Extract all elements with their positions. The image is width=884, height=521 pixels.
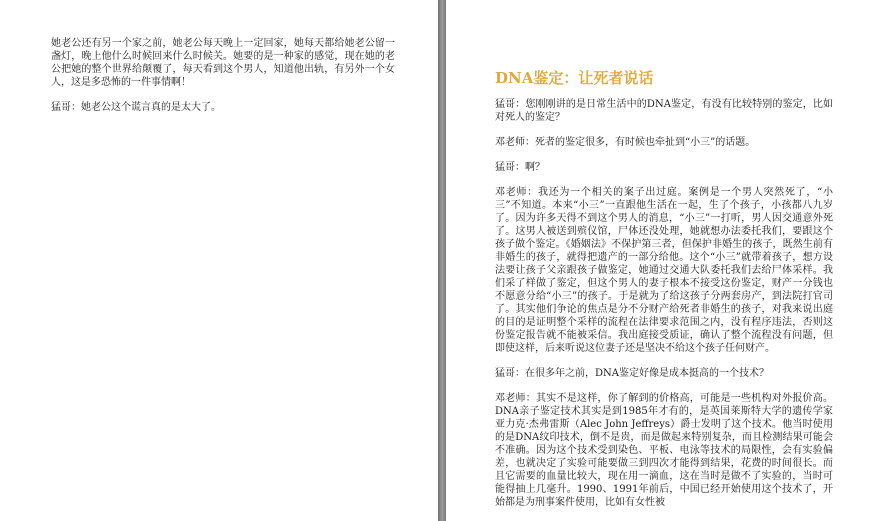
right-page-content bbox=[495, 68, 833, 521]
page-gutter bbox=[438, 0, 446, 521]
left-page bbox=[0, 0, 438, 521]
right-page bbox=[446, 0, 884, 521]
paragraph: 猛哥：啊？ bbox=[495, 162, 545, 173]
paragraph: 猛哥：在很多年之前，DNA鉴定好像是成本挺高的一个技术？ bbox=[495, 368, 769, 379]
paragraph: 邓老师：死者的鉴定很多，有时候也牵扯到“小三”的话题。 bbox=[495, 137, 756, 148]
paragraph: 邓老师：其实不是这样，你了解到的价格高，可能是一些机构对外报价高。DNA亲子鉴定技术其实是到1985年才有的，是英国莱斯特大学的遗传学家亚力克·杰弗雷斯（Alec John Jeffreys）爵士发明了这个技术。他当时使用的是DNA纹印技术，倒不是贵，而是做起来特别复杂，而且检测结果可能会不准确。因为这个技术受到染色、平板、电泳等技术的局限性，会有实验偏差，也就决定了实验可能要做三到四次才能得到结果，花费的时间很长。而且它需要的血量比较大，现在用一滴血，这在当时是做不了实验的，当时可能得抽上几毫升。1990、1991年前后，中国已经开始使用这个技术了，开始都是为刑事案件使用，比如有女性被 bbox=[495, 393, 833, 508]
section-heading: DNA鉴定：让死者说话 bbox=[495, 69, 654, 87]
left-page-content bbox=[51, 37, 395, 126]
paragraph: 她老公还有另一个家之前，她老公每天晚上一定回家，她每天都给她老公留一盏灯，晚上他什么时候回来什么时候关。她要的是一种家的感觉，现在她的老公把她的整个世界给颠覆了，每天看到这个男人，知道他出轨，有另外一个女人，这是多恐怖的一件事情啊！ bbox=[51, 38, 395, 88]
paragraph: 邓老师：我还为一个相关的案子出过庭。案例是一个男人突然死了，“小三”不知道。本来“小三”一直跟他生活在一起，生了个孩子，小孩都八九岁了。因为许多天得不到这个男人的消息，“小三”一打听，男人因交通意外死了。这男人被送到殡仪馆，尸体还没处理，她就想办法委托我们，要跟这个孩子做个鉴定。《婚姻法》不保护第三者，但保护非婚生的孩子，既然生前有非婚生的孩子，就得把遗产的一部分给他。这个“小三”就带着孩子，想方设法要让孩子父亲跟孩子做鉴定，她通过交通大队委托我们去给尸体采样。我们采了样做了鉴定，但这个男人的妻子根本不接受这份鉴定，财产一分钱也不愿意分给“小三”的孩子。于是就为了给这孩子分两套房产，到法院打官司了。其实他们争论的焦点是分不分财产给死者非婚生的孩子，对我来说出庭的目的是证明整个采样的流程在法律要求范围之内，没有程序违法，否则这份鉴定报告就不能被采信。我出庭接受质证，确认了整个流程没有问题，但即使这样，后来听说这位妻子还是坚决不给这个孩子任何财产。 bbox=[495, 187, 833, 354]
paragraph: 猛哥：您刚刚讲的是日常生活中的DNA鉴定，有没有比较特别的鉴定，比如对死人的鉴定？ bbox=[495, 99, 833, 123]
paragraph: 猛哥：她老公这个谎言真的是太大了。 bbox=[51, 102, 221, 113]
